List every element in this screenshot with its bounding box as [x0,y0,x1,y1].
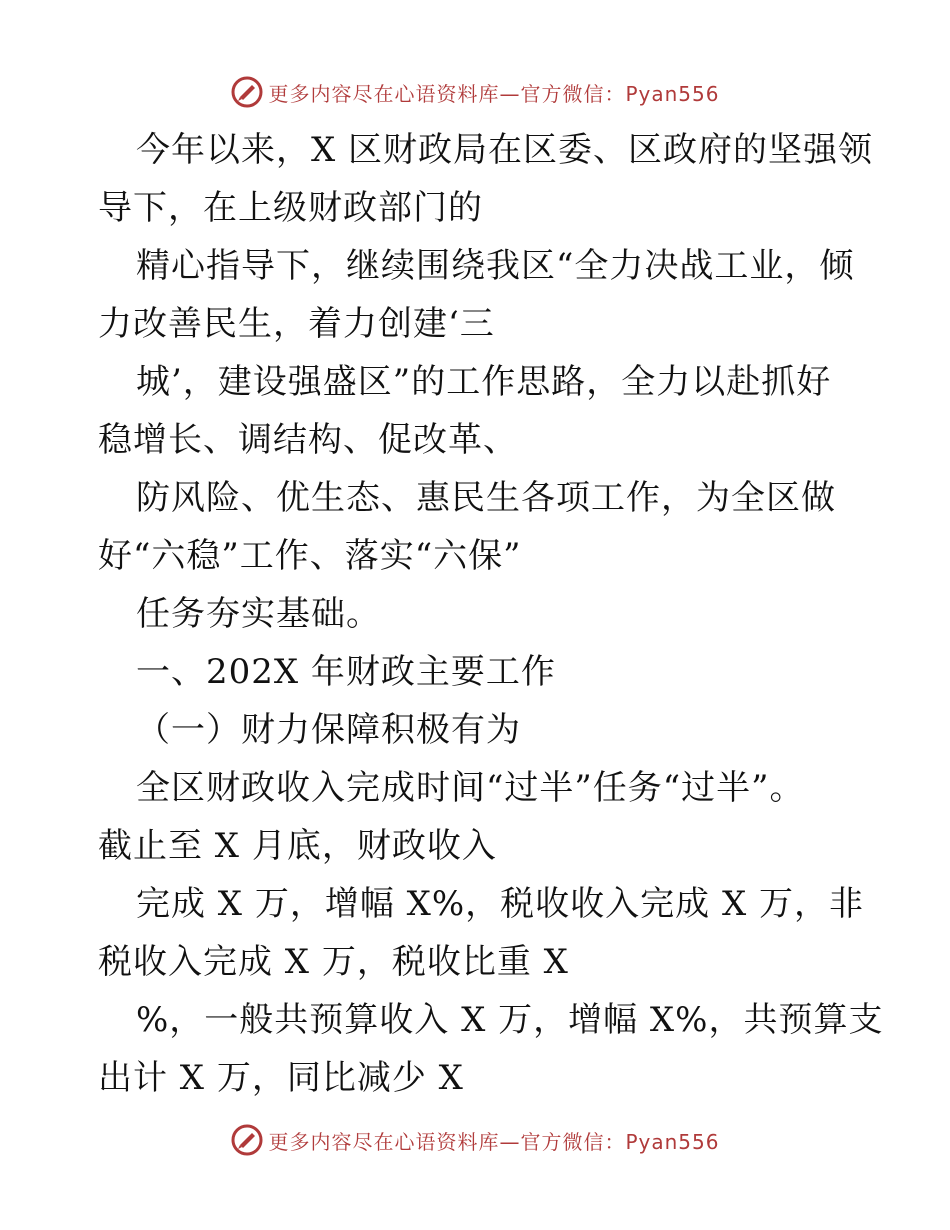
subsection-heading: （一）财力保障积极有为 [136,710,521,750]
banner-text: 更多内容尽在心语资料库—官方微信：Pyan556 [268,1129,720,1154]
logo-icon [230,1123,264,1157]
header-watermark-banner [0,72,950,112]
paragraph-line: %，一般共预算收入 X 万，增幅 X%，共预算支 [136,1000,884,1040]
footer-watermark-banner [0,1120,950,1160]
paragraph-line: 防风险、优生态、惠民生各项工作，为全区做 [136,478,836,518]
paragraph-line: 力改善民生，着力创建‘三 [98,304,495,344]
paragraph-line: 截止至 X 月底，财政收入 [98,826,497,866]
paragraph-line: 精心指导下，继续围绕我区“全力决战工业，倾 [136,246,855,286]
paragraph-line: 今年以来，X 区财政局在区委、区政府的坚强领 [136,130,874,170]
paragraph-line: 出计 X 万，同比减少 X [98,1058,464,1098]
paragraph-line: 税收入完成 X 万，税收比重 X [98,942,569,982]
paragraph-line: 完成 X 万，增幅 X%，税收收入完成 X 万，非 [136,884,864,924]
section-heading: 一、202X 年财政主要工作 [136,652,556,692]
paragraph-line: 好“六稳”工作、落实“六保” [98,536,522,576]
logo-icon [230,75,264,109]
paragraph-line: 任务夯实基础。 [136,594,381,634]
paragraph-line: 稳增长、调结构、促改革、 [98,420,518,460]
paragraph-line: 导下，在上级财政部门的 [98,188,483,228]
banner-text: 更多内容尽在心语资料库—官方微信：Pyan556 [268,81,720,106]
paragraph-line: 全区财政收入完成时间“过半”任务“过半”。 [136,768,805,808]
paragraph-line: 城’，建设强盛区”的工作思路，全力以赴抓好 [136,362,832,402]
